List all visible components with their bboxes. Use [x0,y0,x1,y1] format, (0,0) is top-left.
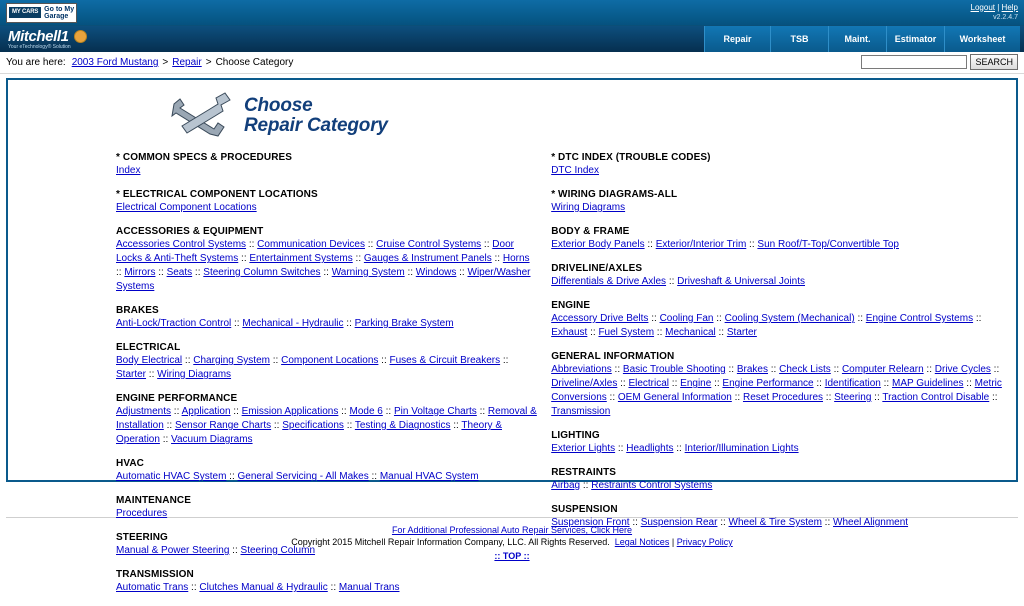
category-group-links [551,442,1006,456]
category-group-links [116,317,537,331]
category-link[interactable]: Abbreviations [551,364,612,375]
brand-name: Mitchell1 [8,27,69,45]
link-separator: :: [648,313,660,324]
category-group-links [116,201,537,215]
category-link[interactable]: Differentials & Drive Axles [551,276,667,287]
link-separator: :: [163,420,175,431]
category-link[interactable]: Metric Conversions [551,378,1002,403]
category-link[interactable]: DTC Index [551,165,599,176]
link-separator: :: [246,239,258,250]
category-link[interactable]: Computer Relearn [841,364,924,375]
category-link[interactable]: Communication Devices [257,239,365,250]
category-link[interactable]: Entertainment Systems [249,253,353,264]
link-separator: :: [231,318,243,329]
link-separator: :: [238,253,250,264]
category-group-title: TRANSMISSION [116,569,194,580]
category-link[interactable]: Emission Applications [241,406,339,417]
category-link[interactable]: Engine Performance [722,378,814,389]
category-link[interactable]: MAP Guidelines [892,378,964,389]
category-group [116,532,537,558]
category-link[interactable]: Wheel & Tire System [728,517,822,528]
tab-estimator-label: Estimator [894,34,937,44]
breadcrumb-label: You are here: [6,57,66,68]
link-separator: :: [644,239,656,250]
category-group [551,467,1006,493]
category-link[interactable]: Parking Brake System [354,318,454,329]
category-group-links [116,164,537,178]
category-link[interactable]: Warning System [331,267,405,278]
category-link[interactable]: Basic Trouble Shooting [622,364,726,375]
page-header [18,88,1006,144]
category-group-title: HVAC [116,458,144,469]
category-group [551,226,1006,252]
category-group-links [551,201,1006,215]
category-link[interactable]: Mechanical - Hydraulic [242,318,344,329]
search-button[interactable]: SEARCH [970,54,1018,70]
brand-bar [0,26,1024,52]
link-separator: :: [476,406,488,417]
link-separator: :: [880,378,892,389]
link-separator: :: [854,313,866,324]
category-link[interactable]: Automatic HVAC System [116,471,227,482]
category-link[interactable]: Application [181,406,231,417]
category-group-links [116,544,537,558]
category-group-title: ACCESSORIES & EQUIPMENT [116,226,264,237]
category-link[interactable]: Wheel Alignment [833,517,909,528]
category-link[interactable]: Horns [502,253,530,264]
category-link[interactable]: Steering Column [240,545,316,556]
category-link[interactable]: Exhaust [551,327,588,338]
category-link[interactable]: Index [116,165,141,176]
category-link[interactable]: Automatic Trans [116,582,189,593]
category-group [551,351,1006,419]
link-separator: :: [731,392,743,403]
version-label: v2.2.4.7 [993,13,1018,21]
category-link[interactable]: Engine [680,378,712,389]
link-separator: :: [500,355,509,366]
my-cars-logo: MY CARS [9,7,41,18]
link-separator: :: [580,480,592,491]
link-separator: :: [382,406,394,417]
category-group-title: RESTRAINTS [551,467,617,478]
category-group-title: ENGINE PERFORMANCE [116,393,238,404]
category-group-links [116,354,537,382]
search-area [861,54,1018,70]
link-separator: :: [654,327,666,338]
category-link[interactable]: Procedures [116,508,168,519]
link-separator: :: [230,406,242,417]
category-group-title: GENERAL INFORMATION [551,351,675,362]
breadcrumb-current: Choose Category [215,57,294,68]
link-separator: :: [717,517,729,528]
link-separator: :: [378,355,390,366]
category-group-links [116,581,537,595]
category-link[interactable]: Seats [166,267,193,278]
category-link[interactable]: OEM General Information [617,392,732,403]
link-separator: :: [821,517,834,528]
link-separator: :: [606,392,618,403]
link-separator: :: [725,364,737,375]
category-group [116,226,537,294]
category-link[interactable]: Cooling System (Mechanical) [724,313,855,324]
link-separator: :: [813,378,825,389]
search-input[interactable] [861,55,967,69]
category-group-links [551,363,1006,419]
legal-notices-link[interactable]: Legal Notices [614,537,670,547]
category-link[interactable]: Windows [415,267,457,278]
category-link[interactable]: Sun Roof/T-Top/Convertible Top [757,239,899,250]
link-separator: :: [587,327,599,338]
category-group-title: * COMMON SPECS & PROCEDURES [116,152,293,163]
page-title-line1: Choose [244,95,313,116]
link-separator: :: [617,378,629,389]
category-link[interactable]: Reset Procedures [742,392,824,403]
garage-button-line2: Garage [44,12,69,20]
link-separator: :: [823,392,835,403]
category-group-links [551,479,1006,493]
category-group-title: * DTC INDEX (TROUBLE CODES) [551,152,711,163]
tab-tsb[interactable] [770,26,828,52]
category-link[interactable]: Pin Voltage Charts [393,406,477,417]
main-nav-tabs [704,26,1020,52]
tab-maint-label: Maint. [844,34,871,44]
link-separator: :: [673,443,685,454]
category-link[interactable]: Headlights [626,443,674,454]
link-separator: :: [973,313,982,324]
link-separator: :: [343,318,355,329]
link-separator: :: [990,364,1000,375]
category-group-title: SUSPENSION [551,504,618,515]
category-group-title: LIGHTING [551,430,600,441]
tab-repair-label: Repair [723,34,752,44]
tab-worksheet-label: Worksheet [959,34,1006,44]
link-separator: :: [989,392,998,403]
link-separator: :: [171,406,182,417]
category-link[interactable]: Driveline/Axles [551,378,618,389]
category-group-links [116,238,537,294]
category-group-title: * WIRING DIAGRAMS-ALL [551,189,678,200]
category-group [551,152,1006,178]
link-separator: :: [155,267,167,278]
category-link[interactable]: Accessories Control Systems [116,239,247,250]
category-link[interactable]: Cooling Fan [659,313,714,324]
category-link[interactable]: Steering [834,392,872,403]
category-link[interactable]: Drive Cycles [934,364,991,375]
category-group [116,152,537,178]
category-group-links [551,238,1006,252]
category-group-links [116,470,537,484]
top-links-divider: | [997,2,1000,12]
top-bar [0,0,1024,26]
category-link[interactable]: Mirrors [124,267,156,278]
link-separator: :: [327,582,339,593]
category-group-links [551,312,1006,340]
category-link[interactable]: Exterior Body Panels [551,239,645,250]
copyright-text: Copyright 2015 Mitchell Repair Information Company, LLC. All Rights Reserved. [291,537,610,547]
link-separator: :: [188,582,200,593]
link-separator: :: [871,392,883,403]
category-link[interactable]: Driveshaft & Universal Joints [677,276,805,287]
breadcrumb [0,52,1024,74]
go-to-my-garage-button[interactable] [6,3,77,23]
category-link[interactable]: Anti-Lock/Traction Control [116,318,232,329]
category-group-title: ENGINE [551,300,591,311]
tab-maint[interactable] [828,26,886,52]
tab-estimator[interactable] [886,26,944,52]
category-group [551,504,1006,530]
link-separator: :: [226,471,238,482]
breadcrumb-repair-link[interactable]: Repair [172,57,202,68]
category-link[interactable]: Vacuum Diagrams [171,434,253,445]
link-separator: :: [456,267,468,278]
category-link[interactable]: Manual & Power Steering [116,545,230,556]
category-link[interactable]: Airbag [551,480,581,491]
category-group-title: STEERING [116,532,168,543]
link-separator: :: [963,378,975,389]
category-link[interactable]: Wiper/Washer Systems [116,267,531,292]
category-link[interactable]: Interior/Illumination Lights [684,443,799,454]
category-link[interactable]: Steering Column Switches [203,267,321,278]
category-link[interactable]: Suspension Front [551,517,630,528]
category-link[interactable]: Transmission [551,406,611,417]
page-title [244,96,388,136]
category-group [116,458,537,484]
tab-tsb-label: TSB [790,34,809,44]
category-link[interactable]: Accessory Drive Belts [551,313,649,324]
category-link[interactable]: Specifications [282,420,344,431]
link-separator: :: [768,364,780,375]
category-link[interactable]: Theory & Operation [116,420,502,445]
link-separator: :: [269,355,282,366]
link-separator: :: [271,420,283,431]
category-link[interactable]: Charging System [193,355,270,366]
category-group [551,430,1006,456]
category-link[interactable]: Cruise Control Systems [376,239,482,250]
category-link[interactable]: Fuel System [598,327,655,338]
category-link[interactable]: Exterior Lights [551,443,616,454]
category-link[interactable]: Restraints Control Systems [591,480,713,491]
privacy-policy-link[interactable]: Privacy Policy [676,537,733,547]
category-link[interactable]: Body Electrical [116,355,183,366]
category-group [551,300,1006,340]
link-separator: :: [669,378,681,389]
breadcrumb-sep-2: > [205,57,212,68]
mitchell1-logo[interactable] [4,29,87,50]
page-title-line2: Repair Category [244,115,388,136]
tab-worksheet[interactable] [944,26,1020,52]
garage-button-line1: Go to My [44,5,75,13]
category-link[interactable]: Testing & Diagnostics [354,420,451,431]
link-separator: :: [343,420,355,431]
right-column [551,152,1006,606]
brand-dot-icon [74,30,87,43]
help-link[interactable]: Help [1001,2,1018,12]
left-column [116,152,551,606]
category-group-links [116,405,537,447]
category-link[interactable]: Wiring Diagrams [551,202,626,213]
category-group-title: DRIVELINE/AXLES [551,263,643,274]
category-link[interactable]: Electrical Component Locations [116,202,257,213]
link-separator: :: [229,545,241,556]
category-group-title: * ELECTRICAL COMPONENT LOCATIONS [116,189,318,200]
category-link[interactable]: Check Lists [779,364,831,375]
link-separator: :: [923,364,935,375]
category-group [551,189,1006,215]
category-group-links [551,275,1006,289]
category-link[interactable]: Component Locations [281,355,379,366]
link-separator: :: [666,276,678,287]
category-link[interactable]: Manual HVAC System [379,471,479,482]
category-link[interactable]: Suspension Rear [640,517,718,528]
link-separator: :: [365,239,377,250]
category-link[interactable]: Gauges & Instrument Panels [363,253,492,264]
category-group [116,305,537,331]
link-separator: :: [481,239,493,250]
category-link[interactable]: Mechanical [665,327,716,338]
link-separator: :: [116,267,125,278]
link-separator: :: [182,355,194,366]
category-group-links [116,507,537,521]
breadcrumb-sep-1: > [162,57,169,68]
category-group [116,495,537,521]
brand-tagline: Your eTechnology® Solution [8,43,71,50]
category-link[interactable]: Manual Trans [338,582,400,593]
back-to-top-link[interactable]: :: TOP :: [494,551,530,561]
category-link[interactable]: Brakes [736,364,768,375]
category-link[interactable]: Electrical [628,378,670,389]
legal-sep: | [671,537,675,547]
top-right-links [971,3,1018,23]
category-group-title: BODY & FRAME [551,226,630,237]
category-group-links [551,516,1006,530]
category-link[interactable]: Traction Control Disable [882,392,990,403]
category-group-title: BRAKES [116,305,159,316]
link-separator: :: [713,313,725,324]
logout-link[interactable]: Logout [970,2,995,12]
link-separator: :: [159,434,172,445]
category-link[interactable]: General Servicing - All Makes [237,471,369,482]
garage-button-label [44,6,74,20]
category-group [551,263,1006,289]
category-group-title: ELECTRICAL [116,342,181,353]
category-columns [18,144,1006,606]
link-separator: :: [830,364,842,375]
breadcrumb-vehicle-link[interactable]: 2003 Ford Mustang [71,57,159,68]
category-group [116,342,537,382]
category-link[interactable]: Starter [116,369,147,380]
category-link[interactable]: Starter [726,327,757,338]
category-link[interactable]: Adjustments [116,406,172,417]
category-link[interactable]: Wiring Diagrams [157,369,232,380]
link-separator: :: [352,253,364,264]
link-separator: :: [338,406,350,417]
link-separator: :: [491,253,503,264]
category-group-links [551,164,1006,178]
category-link[interactable]: Sensor Range Charts [174,420,272,431]
professional-services-link[interactable]: For Additional Professional Auto Repair Services, Click Here [391,525,633,535]
link-separator: :: [611,364,623,375]
link-separator: :: [320,267,332,278]
link-separator: :: [146,369,158,380]
category-link[interactable]: Door Locks & Anti-Theft Systems [116,239,514,264]
link-separator: :: [715,327,727,338]
category-link[interactable]: Fuses & Circuit Breakers [389,355,501,366]
category-link[interactable]: Exterior/Interior Trim [655,239,747,250]
category-group [116,393,537,447]
link-separator: :: [615,443,627,454]
link-separator: :: [746,239,758,250]
tab-repair[interactable] [704,26,770,52]
category-link[interactable]: Mode 6 [349,406,383,417]
category-link[interactable]: Removal & Installation [116,406,537,431]
category-link[interactable]: Identification [824,378,881,389]
wrench-icon [168,94,238,138]
link-separator: :: [368,471,380,482]
link-separator: :: [404,267,416,278]
link-separator: :: [629,517,641,528]
category-group-title: MAINTENANCE [116,495,191,506]
category-link[interactable]: Engine Control Systems [865,313,974,324]
category-group [116,189,537,215]
category-link[interactable]: Clutches Manual & Hydraulic [199,582,328,593]
category-group [116,569,537,595]
link-separator: :: [192,267,204,278]
link-separator: :: [711,378,723,389]
link-separator: :: [450,420,462,431]
